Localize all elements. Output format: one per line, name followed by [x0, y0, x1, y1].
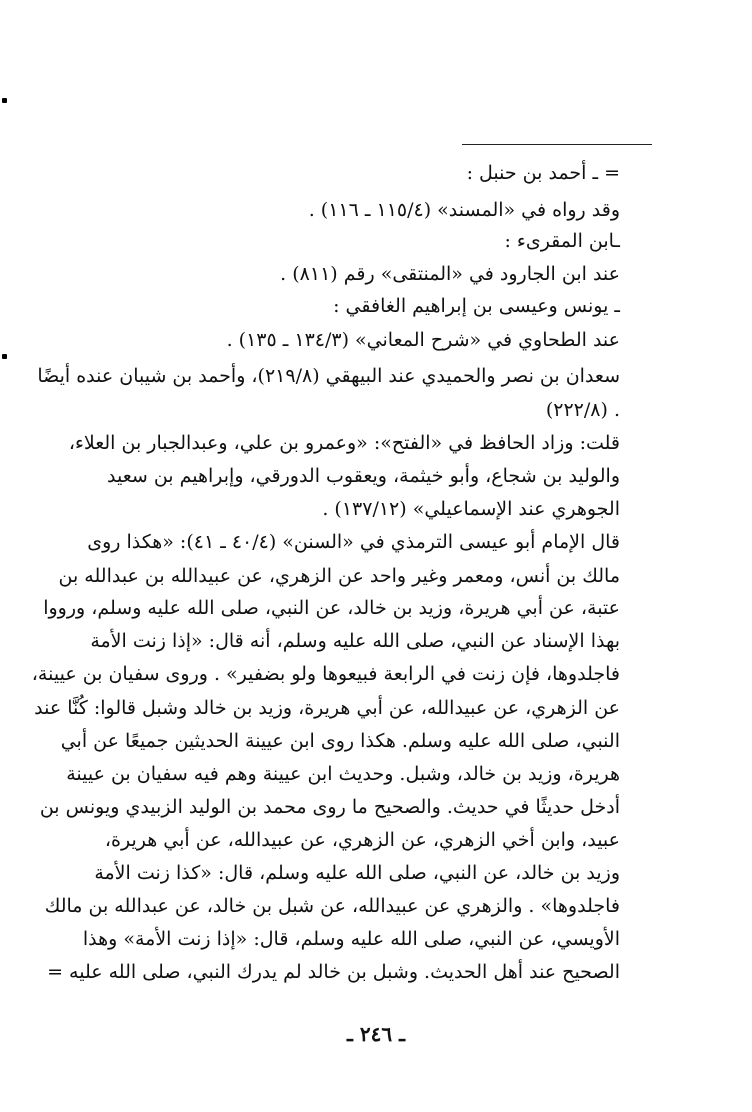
text-line: قال الإمام أبو عيسى الترمذي في «السنن» (٤٠/٤ ـ ٤١): «هكذا روى [87, 531, 620, 553]
text-line: عند ابن الجارود في «المنتقى» رقم (٨١١) . [280, 263, 620, 285]
text-line: عند الطحاوي في «شرح المعاني» (١٣٤/٣ ـ ١٣٥) . [226, 329, 620, 351]
text-line: وقد رواه في «المسند» (١١٥/٤ ـ ١١٦) . [308, 199, 620, 221]
text-line: والوليد بن شجاع، وأبو خيثمة، ويعقوب الدورقي، وإبراهيم بن سعيد [106, 465, 620, 487]
text-line: ـ يونس وعيسى بن إبراهيم الغافقي : [333, 295, 620, 317]
text-line: أدخل حديثًا في حديث. والصحيح ما روى محمد بن الوليد الزبيدي ويونس بن [39, 796, 620, 818]
text-line: عبيد، وابن أخي الزهري، عن الزهري، عن عبيدالله، عن أبي هريرة، [104, 829, 620, 851]
text-line: عتبة، عن أبي هريرة، وزيد بن خالد، عن النبي، صلى الله عليه وسلم، ورووا [43, 597, 620, 619]
text-line: (٢٢٢/٨) . [545, 399, 620, 421]
text-line: الصحيح عند أهل الحديث. وشبل بن خالد لم يدرك النبي، صلى الله عليه = [47, 961, 620, 983]
text-line: سعدان بن نصر والحميدي عند البيهقي (٢١٩/٨)، وأحمد بن شيبان عنده أيضًا [37, 365, 620, 387]
text-line: مالك بن أنس، ومعمر وغير واحد عن الزهري، عن عبيدالله بن عبدالله بن [58, 565, 620, 587]
text-line: عن الزهري، عن عبيدالله، عن أبي هريرة، وزيد بن خالد وشبل قالوا: كُنَّا عند [34, 697, 620, 719]
text-line: قلت: وزاد الحافظ في «الفتح»: «وعمرو بن علي، وعبدالجبار بن العلاء، [68, 432, 620, 454]
text-line: بهذا الإسناد عن النبي، صلى الله عليه وسلم، أنه قال: «إذا زنت الأمة [90, 630, 620, 652]
text-line: النبي، صلى الله عليه وسلم. هكذا روى ابن عيينة الحديثين جميعًا عن أبي [60, 730, 620, 752]
text-line: الأويسي، عن النبي، صلى الله عليه وسلم، قال: «إذا زنت الأمة» وهذا [82, 928, 620, 950]
text-line: فاجلدوها، فإن زنت في الرابعة فبيعوها ولو بضفير» . وروى سفيان بن عيينة، [31, 663, 620, 685]
text-line: وزيد بن خالد، عن النبي، صلى الله عليه وسلم، قال: «كذا زنت الأمة [94, 862, 620, 884]
text-line: فاجلدوها» . والزهري عن عبيدالله، عن شبل بن خالد، عن عبدالله بن مالك [44, 895, 620, 917]
text-line: هريرة، وزيد بن خالد، وشبل. وحديث ابن عيينة وهم فيه سفيان بن عيينة [66, 763, 620, 785]
text-line: الجوهري عند الإسماعيلي» (١٣٧/١٢) . [322, 498, 620, 520]
text-line: = ـ أحمد بن حنبل : [466, 162, 620, 184]
text-line: ـابن المقرىء : [504, 230, 620, 252]
page-number: ـ ٢٤٦ ـ [347, 1022, 405, 1046]
